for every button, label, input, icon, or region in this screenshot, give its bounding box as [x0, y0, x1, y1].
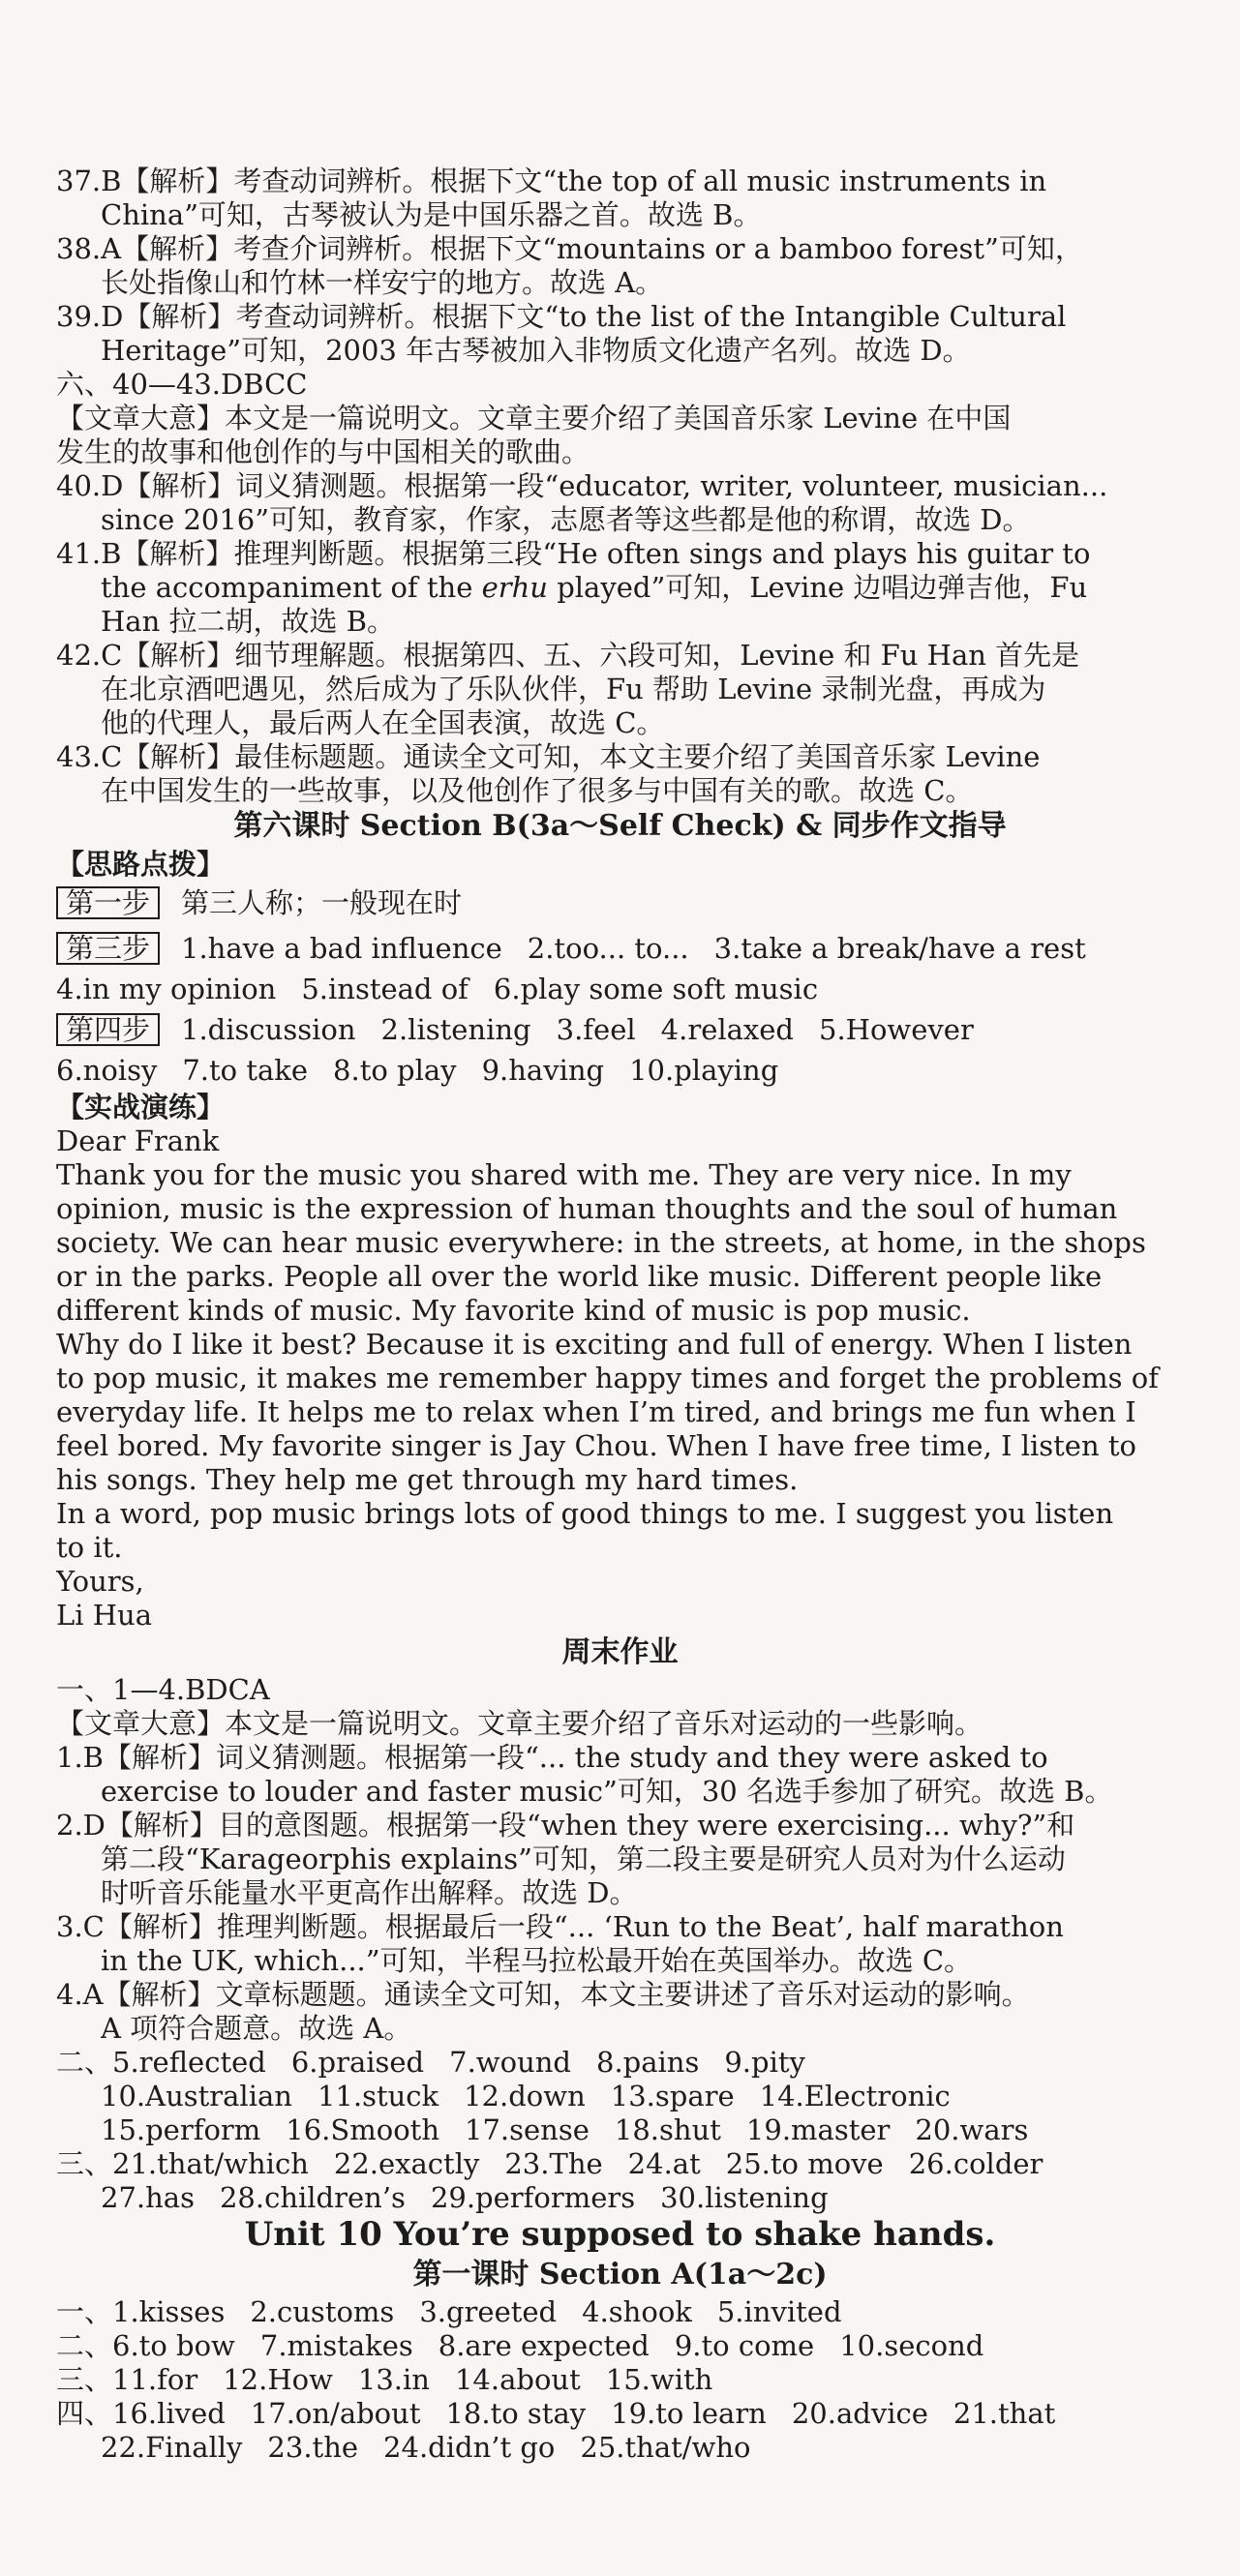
weekend-line: in the UK, which...”可知，半程马拉松最开始在英国举办。故选 C。 — [101, 1944, 973, 1977]
weekend-line: 第二段“Karageorphis explains”可知，第二段主要是研究人员对为什么运动 — [101, 1842, 1066, 1875]
step-three-item: 5.instead of — [301, 973, 469, 1005]
unit-row: 二、6.to bow 7.mistakes 8.are expected 9.to come 10.second — [56, 2329, 984, 2362]
essay-line: to pop music, it makes me remember happy times and forget the problems of — [56, 1362, 1159, 1394]
essay-closing: Yours, — [56, 1565, 1189, 1598]
step-one-text: 第三人称；一般现在时 — [181, 886, 463, 919]
weekend-line: 1.B【解析】词义猜测题。根据第一段“... the study and they were asked to — [56, 1741, 1048, 1774]
unit-row: 四、16.lived 17.on/about 18.to stay 19.to learn 20.advice 21.that — [56, 2397, 1056, 2430]
essay-line: Why do I like it best? Because it is exciting and full of energy. When I listen — [56, 1328, 1133, 1361]
step-four-item: 5.However — [819, 1013, 974, 1046]
lesson-heading: 第一课时 Section A(1a～2c) — [412, 2258, 828, 2291]
step-four-item: 8.to play — [333, 1054, 457, 1087]
step-three-item: 1.have a bad influence — [181, 932, 502, 965]
weekend-line: 3.C【解析】推理判断题。根据最后一段“... ‘Run to the Beat’, half marathon — [56, 1910, 1064, 1943]
answer-43-cont: 在中国发生的一些故事，以及他创作了很多与中国有关的歌。故选 C。 — [101, 774, 974, 807]
answer-42: 42.C【解析】细节理解题。根据第四、五、六段可知，Levine 和 Fu Han 首先是 — [56, 639, 1080, 672]
essay-line: feel bored. My favorite singer is Jay Chou. When I have free time, I listen to — [56, 1429, 1136, 1462]
section-six-answers: 六、40—43.DBCC — [56, 368, 308, 401]
answer-37-cont: China”可知，古琴被认为是中国乐器之首。故选 B。 — [101, 198, 762, 231]
essay-line: opinion, music is the expression of human thoughts and the soul of human — [56, 1192, 1118, 1225]
essay-line: different kinds of music. My favorite kind of music is pop music. — [56, 1294, 971, 1327]
answer-43: 43.C【解析】最佳标题题。通读全文可知，本文主要介绍了美国音乐家 Levine — [56, 740, 1041, 773]
essay-line: society. We can hear music everywhere: in the streets, at home, in the shops — [56, 1226, 1146, 1259]
step-four-item: 7.to take — [182, 1054, 309, 1087]
answer-40: 40.D【解析】词义猜测题。根据第一段“educator, writer, volunteer, musician... — [56, 469, 1108, 502]
practice-label: 【实战演练】 — [56, 1091, 226, 1123]
answer-41-text-b: played”可知，Levine 边唱边弹吉他，Fu — [557, 571, 1088, 604]
step-one-box: 第一步 — [56, 886, 160, 919]
step-four-cont — [56, 1054, 1189, 1087]
vocab-row: 三、21.that/which 22.exactly 23.The 24.at 25.to move 26.colder — [56, 2147, 1043, 2180]
vocab-row: 27.has 28.children’s 29.performers 30.listening — [101, 2181, 829, 2214]
essay-line: In a word, pop music brings lots of good things to me. I suggest you listen — [56, 1497, 1114, 1530]
essay-line: Thank you for the music you shared with me. They are very nice. In my — [56, 1158, 1072, 1191]
answer-40-cont: since 2016”可知，教育家，作家，志愿者等这些都是他的称谓，故选 D。 — [101, 503, 1031, 536]
step-three-box: 第三步 — [56, 932, 160, 965]
answer-41-text-a: the accompaniment of the — [101, 571, 473, 604]
step-four-item: 6.noisy — [56, 1054, 158, 1087]
essay-line: or in the parks. People all over the world like music. Different people like — [56, 1260, 1103, 1293]
vocab-row: 二、5.reflected 6.praised 7.wound 8.pains 9.pity — [56, 2046, 805, 2079]
answer-37: 37.B【解析】考查动词辨析。根据下文“the top of all music instruments in — [56, 165, 1047, 197]
answer-41: 41.B【解析】推理判断题。根据第三段“He often sings and plays his guitar to — [56, 537, 1091, 570]
answer-38: 38.A【解析】考查介词辨析。根据下文“mountains or a bamboo forest”可知， — [56, 232, 1083, 265]
weekend-line: 4.A【解析】文章标题题。通读全文可知，本文主要讲述了音乐对运动的影响。 — [56, 1978, 1030, 2011]
step-four-item: 9.having — [481, 1054, 605, 1087]
step-four-row — [56, 1013, 1189, 1046]
unit-row: 一、1.kisses 2.customs 3.greeted 4.shook 5.invited — [56, 2295, 842, 2328]
vocab-row: 10.Australian 11.stuck 12.down 13.spare 14.Electronic — [101, 2080, 951, 2112]
step-three-item: 4.in my opinion — [56, 973, 277, 1005]
weekend-line: A 项符合题意。故选 A。 — [101, 2012, 412, 2045]
weekend-line: 时听音乐能量水平更高作出解释。故选 D。 — [101, 1876, 638, 1909]
step-four-box: 第四步 — [56, 1013, 160, 1046]
guide-label: 【思路点拨】 — [56, 848, 226, 881]
answer-39: 39.D【解析】考查动词辨析。根据下文“to the list of the Intangible Cultural — [56, 300, 1067, 333]
weekend-line: 【文章大意】本文是一篇说明文。文章主要介绍了音乐对运动的一些影响。 — [56, 1707, 983, 1740]
step-three-item: 3.take a break/have a rest — [713, 932, 1086, 965]
answer-41-cont2: Han 拉二胡，故选 B。 — [101, 605, 396, 638]
weekend-line: 一、1—4.BDCA — [56, 1673, 270, 1706]
step-three-item: 2.too... to... — [527, 932, 689, 965]
answer-42-cont: 在北京酒吧遇见，然后成为了乐队伙伴，Fu 帮助 Levine 录制光盘，再成为 — [101, 673, 1046, 705]
unit-row: 三、11.for 12.How 13.in 14.about 15.with — [56, 2363, 713, 2396]
step-three-cont — [56, 973, 1189, 1005]
essay-signature: Li Hua — [56, 1599, 1189, 1632]
article-summary-cont: 发生的故事和他创作的与中国相关的歌曲。 — [56, 435, 590, 468]
step-four-item: 10.playing — [629, 1054, 779, 1087]
answer-39-cont: Heritage”可知，2003 年古琴被加入非物质文化遗产名列。故选 D。 — [101, 334, 971, 367]
essay-line: everyday life. It helps me to relax when I’m tired, and brings me fun when I — [56, 1395, 1136, 1428]
weekend-line: exercise to louder and faster music”可知，30 名选手参加了研究。故选 B。 — [101, 1775, 1113, 1808]
step-one-row — [56, 886, 1189, 919]
step-four-item: 3.feel — [556, 1013, 636, 1046]
answer-42-cont2: 他的代理人，最后两人在全国表演，故选 C。 — [101, 706, 665, 739]
article-summary: 【文章大意】本文是一篇说明文。文章主要介绍了美国音乐家 Levine 在中国 — [56, 402, 1012, 434]
step-four-item: 2.listening — [380, 1013, 531, 1046]
weekend-line: 2.D【解析】目的意图题。根据第一段“when they were exercising... why?”和 — [56, 1809, 1075, 1842]
step-four-item: 4.relaxed — [660, 1013, 794, 1046]
vocab-row: 15.perform 16.Smooth 17.sense 18.shut 19.master 20.wars — [101, 2113, 1029, 2146]
step-three-item: 6.play some soft music — [493, 973, 819, 1005]
essay-line: to it. — [56, 1531, 123, 1564]
answer-41-erhu: erhu — [481, 571, 548, 604]
answer-41-cont — [101, 571, 1189, 604]
unit-row: 22.Finally 23.the 24.didn’t go 25.that/who — [101, 2431, 751, 2464]
unit-heading: Unit 10 You’re supposed to shake hands. — [244, 2215, 996, 2254]
weekend-heading: 周末作业 — [561, 1635, 679, 1669]
answer-38-cont: 长处指像山和竹林一样安宁的地方。故选 A。 — [101, 266, 664, 299]
section-b-heading: 第六课时 Section B(3a～Self Check) & 同步作文指导 — [233, 809, 1007, 843]
essay-line: his songs. They help me get through my hard times. — [56, 1463, 799, 1496]
step-three-row — [56, 932, 1189, 965]
essay-greeting: Dear Frank — [56, 1124, 1189, 1157]
step-four-item: 1.discussion — [181, 1013, 356, 1046]
